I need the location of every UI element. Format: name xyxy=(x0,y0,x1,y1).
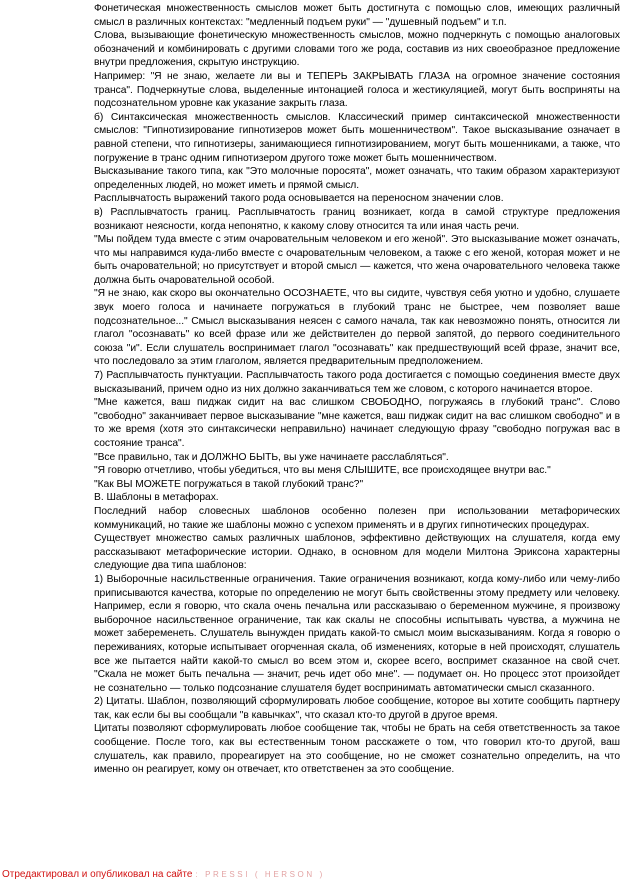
document-body xyxy=(94,2,620,777)
paragraph: Высказывание такого типа, как "Это молочные поросята", может означать, что таким образом характеризуют определенных людей, но может иметь и прямой смысл. xyxy=(94,166,620,191)
paragraph: "Как ВЫ МОЖЕТЕ погружаться в такой глубокий транс?" xyxy=(94,478,364,490)
paragraph: в) Расплывчатость границ. Расплывчатость границ возникает, когда в самой структуре предложения возникают неясности, когда непонятно, к какому слову относится та или иная часть речи. xyxy=(94,206,620,232)
paragraph: б) Синтаксическая множественность смыслов. Классический пример синтаксической множественности смыслов: "Гипнотизирование гипнотизеров может быть мошенничеством". Такое высказывание означает в равной степени, что гипнотизеры, занимающиеся гипнотизированием, могут быть мошенниками, а также, что погружение в транс одним гипнотизером другого тоже может быть мошенничеством. xyxy=(94,111,620,164)
paragraph: 2) Цитаты. Шаблон, позволяющий сформулировать любое сообщение, которое вы хотите сообщить партнеру так, как если бы вы сообщали "в кавычках", что сказал кто-то другой в другое время. xyxy=(94,696,620,721)
paragraph: Расплывчатость выражений такого рода основывается на переносном значении слов. xyxy=(94,193,504,205)
footer-credit xyxy=(2,869,325,881)
paragraph: 1) Выборочные насильственные ограничения. Такие ограничения возникают, когда кому-либо или чему-либо приписываются качества, которые по определению не могут быть свойственны этому предмету или человеку. Например, если я говорю, что скала очень печальна или рассказываю о беременном мужчине, я произвожу выборочное насильственное ограничение, так как скалы не способны испытывать чувства, а мужчина не может забеременеть. Слушатель вынужден придать какой-то смысл моим высказываниям. Когда я говорю о переживаниях, которые испытывает огорченная скала, об изменениях, которые в ней происходят, слушатель все же пытается найти какой-то смысл во всем этом и, скорее всего, воспримет сказанное на свой счет. "Скала не может быть печальна — значит, речь идет обо мне". — подумает он. Но процесс этот произойдет не сознательно — только подсознание слушателя будет воспринимать автоматически смысл сказанного. xyxy=(94,573,620,694)
paragraph: Существует множество самых различных шаблонов, эффективно действующих на слушателя, когда ему рассказывают метафорические истории. Однако, в основном для модели Милтона Эриксона характерны следующие два типа шаблонов: xyxy=(94,533,620,572)
paragraph: "Я говорю отчетливо, чтобы убедиться, что вы меня СЛЫШИТЕ, все происходящее внутри вас." xyxy=(94,465,551,477)
paragraph: 7) Расплывчатость пунктуации. Расплывчатость такого рода достигается с помощью соединения вместе двух высказываний, причем одно из них должно заканчиваться тем же словом, с которого начинается второе. xyxy=(94,370,620,395)
paragraph: "Мне кажется, ваш пиджак сидит на вас слишком СВОБОДНО, погружаясь в глубокий транс". Слово "свободно" заканчивает первое высказывание "мне кажется, ваш пиджак сидит на вас слишком свободно" и в то же время (хотя это синтаксически неправильно) начинает следующую фразу "свободно погружая вас в состояние транса". xyxy=(94,397,620,449)
section-heading: В. Шаблоны в метафорах. xyxy=(94,492,219,504)
paragraph: Фонетическая множественность смыслов может быть достигнута с помощью слов, имеющих различный смысл в различных контекстах: "медленный подъем руки" — "душевный подъем" и т.п. xyxy=(94,3,620,28)
paragraph: Слова, вызывающие фонетическую множественность смыслов, можно подчеркнуть с помощью аналоговых обозначений и комбинировать с другими словами того же рода, составив из них своеобразное предложение внутри предложения, скрытую инструкцию. xyxy=(94,30,620,69)
paragraph: Последний набор словесных шаблонов особенно полезен при использовании метафорических коммуникаций, но такие же шаблоны можно с успехом применять и в других гипнотических процедурах. xyxy=(94,505,620,531)
site-logo: : PRESSI ( HERSON ) xyxy=(195,870,325,879)
paragraph: "Мы пойдем туда вместе с этим очаровательным человеком и его женой". Это высказывание может означать, что мы направимся куда-либо вместе с очаровательным человеком, а также с его женой, которая может и не быть очаровательной; но присутствует и второй смысл — кажется, что жена очаровательного человека также должна быть очаровательной особой. xyxy=(94,234,620,286)
paragraph: Например: "Я не знаю, желаете ли вы и ТЕПЕРЬ ЗАКРЫВАТЬ ГЛАЗА на огромное значение состояния транса". Подчеркнутые слова, выделенные интонацией голоса и жестикуляцией, могут быть восприняты на подсознательном уровне как указание закрыть глаза. xyxy=(94,70,620,110)
footer-text: Отредактировал и опубликовал на сайте xyxy=(2,869,193,880)
paragraph: "Я не знаю, как скоро вы окончательно ОСОЗНАЕТЕ, что вы сидите, чувствуя себя уютно и удобно, слушаете звук моего голоса и начинаете погружаться в глубокий транс не быстрее, чем позволяет ваше подсознательное..." Смысл высказывания неясен с самого начала, так как невозможно понять, относится ли глагол "осознавать" ко всей фразе или же действителен до первой запятой, до первого соединительного союза "и". Если слушатель воспринимает глагол "осознавать" как предшествующий всей фразе, значит все, что последовало за этим глаголом, является предварительным предположением. xyxy=(94,288,620,368)
paragraph: "Все правильно, так и ДОЛЖНО БЫТЬ, вы уже начинаете расслабляться". xyxy=(94,451,449,463)
paragraph: Цитаты позволяют сформулировать любое сообщение так, чтобы не брать на себя ответственность за такое сообщение. После того, как вы естественным тоном расскажете о том, что говорил кто-то другой, ваш слушатель, как правило, прореагирует на это сообщение, но не сможет сознательно определить, на что именно он реагирует, кому он отвечает, кто ответственен за это сообщение. xyxy=(94,723,620,776)
